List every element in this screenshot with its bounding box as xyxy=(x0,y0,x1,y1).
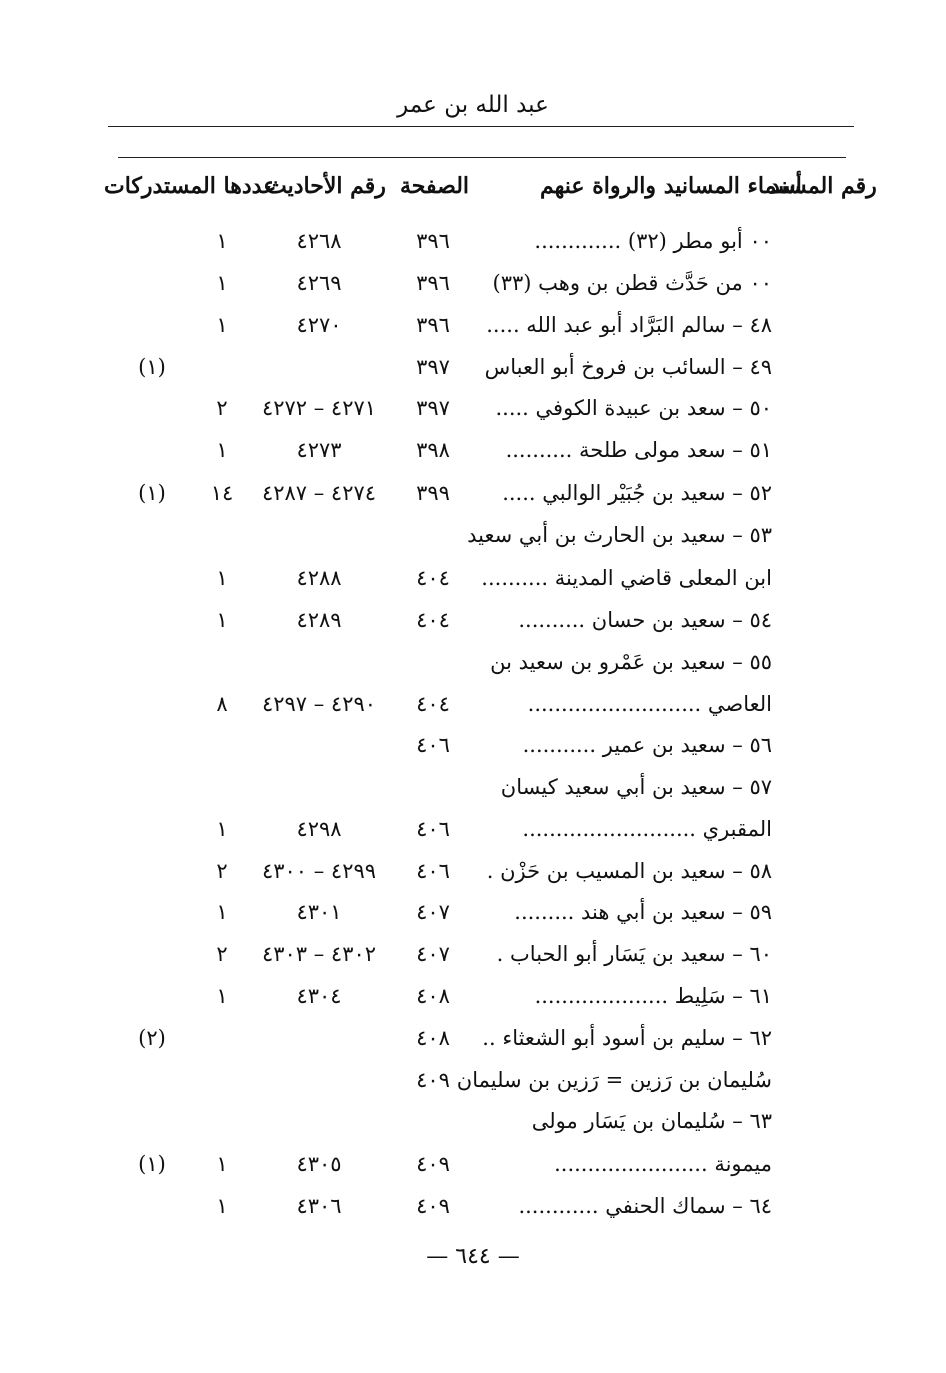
header-page: الصفحة xyxy=(400,173,470,199)
entry-name: ٥٥ – سعيد بن عَمْرو بن سعيد بن xyxy=(490,650,772,674)
entry-hadith-numbers: ٤٢٧٣ xyxy=(296,438,342,462)
entry-name: ٥٨ – سعيد بن المسيب بن حَزْن . xyxy=(486,859,772,883)
entry-name: ٥٧ – سعيد بن أبي سعيد كيسان xyxy=(500,775,772,799)
table-row xyxy=(104,725,772,765)
entry-page: ٣٩٩ xyxy=(416,481,450,505)
table-row xyxy=(104,934,772,974)
entry-hadith-numbers: ٤٣٠١ xyxy=(296,900,342,924)
entry-hadith-numbers: ٤٢٩٨ xyxy=(296,817,342,841)
table-row xyxy=(104,892,772,932)
entry-name: ٥٢ – سعيد بن جُبَيْر الوالبي ..... xyxy=(502,481,772,505)
entry-page: ٣٩٦ xyxy=(416,271,450,295)
header-rule xyxy=(108,126,854,127)
table-row xyxy=(104,767,772,807)
entry-hadith-numbers: ٤٢٦٨ xyxy=(296,229,342,253)
entry-hadith-numbers: ٤٢٧٠ xyxy=(296,313,342,337)
entry-count: ٢ xyxy=(216,942,228,966)
entry-name: ٥٤ – سعيد بن حسان .......... xyxy=(518,608,772,632)
table-row xyxy=(104,684,772,724)
entry-hadith-numbers: ٤٣٠٤ xyxy=(296,984,342,1008)
table-row xyxy=(104,430,772,470)
header-hadith-numbers: رقم الأحاديث xyxy=(266,173,386,199)
entry-name: سُليمان بن رَزين = رَزين بن سليمان xyxy=(456,1068,772,1092)
header-musnad-number: رقم المسند xyxy=(770,173,877,199)
entry-name: ٠٠ أبو مطر (٣٢) ............. xyxy=(534,229,772,253)
entry-name: ٦١ – سَلِيط .................... xyxy=(534,984,772,1008)
table-row xyxy=(104,809,772,849)
table-top-rule xyxy=(118,157,846,158)
entry-name: ٤٩ – السائب بن فروخ أبو العباس xyxy=(484,355,772,379)
entry-hadith-numbers: ٤٢٨٨ xyxy=(296,566,342,590)
entry-name: ٦٢ – سليم بن أسود أبو الشعثاء .. xyxy=(482,1026,772,1050)
entry-page: ٤٠٦ xyxy=(416,859,450,883)
table-row xyxy=(104,221,772,261)
table-row xyxy=(104,851,772,891)
entry-count: ١ xyxy=(216,984,228,1008)
entry-hadith-numbers: ٤٢٦٩ xyxy=(296,271,342,295)
entry-name: ابن المعلى قاضي المدينة .......... xyxy=(481,566,772,590)
entry-page: ٤٠٧ xyxy=(416,900,450,924)
entry-mustadrakat: (١) xyxy=(138,355,166,379)
entry-page: ٤٠٩ xyxy=(416,1152,450,1176)
table-row xyxy=(104,263,772,303)
entry-name: العاصي .......................... xyxy=(527,692,772,716)
entry-name: ميمونة ....................... xyxy=(554,1152,772,1176)
table-row xyxy=(104,388,772,428)
entry-count: ١ xyxy=(216,1194,228,1218)
entry-name: المقبري .......................... xyxy=(522,817,772,841)
entry-count: ١ xyxy=(216,817,228,841)
entry-page: ٣٩٨ xyxy=(416,438,450,462)
entry-mustadrakat: (١) xyxy=(138,481,166,505)
header-count-mustadrakat xyxy=(104,173,277,199)
entry-hadith-numbers: ٤٢٩٠ – ٤٢٩٧ xyxy=(261,692,377,716)
table-row xyxy=(104,1144,772,1184)
entry-name: ٥٩ – سعيد بن أبي هند ......... xyxy=(514,900,772,924)
entry-page: ٤٠٦ xyxy=(416,733,450,757)
table-row xyxy=(104,642,772,682)
table-row xyxy=(104,1018,772,1058)
entry-name: ٦٣ – سُليمان بن يَسَار مولى xyxy=(531,1109,772,1133)
entry-page: ٤٠٩ xyxy=(416,1194,450,1218)
entry-page: ٤٠٨ xyxy=(416,1026,450,1050)
entry-hadith-numbers: ٤٢٧٤ – ٤٢٨٧ xyxy=(261,481,377,505)
entry-count: ١ xyxy=(216,229,228,253)
entry-page: ٤٠٧ xyxy=(416,942,450,966)
entry-page: ٣٩٧ xyxy=(416,355,450,379)
entry-count: ١ xyxy=(216,271,228,295)
entry-count: ٨ xyxy=(216,692,228,716)
entry-hadith-numbers: ٤٣٠٦ xyxy=(296,1194,342,1218)
table-row xyxy=(104,1101,772,1141)
entry-count: ١ xyxy=(216,566,228,590)
entry-page: ٤٠٨ xyxy=(416,984,450,1008)
entry-name: ٤٨ – سالم البَرَّاد أبو عبد الله ..... xyxy=(486,313,772,337)
entry-page: ٣٩٧ xyxy=(416,396,450,420)
entry-count: ٢ xyxy=(216,396,228,420)
entry-count: ١ xyxy=(216,1152,228,1176)
table-row xyxy=(104,600,772,640)
entry-name: ٥٣ – سعيد بن الحارث بن أبي سعيد xyxy=(467,523,772,547)
table-row xyxy=(104,473,772,513)
entry-hadith-numbers: ٤٣٠٥ xyxy=(296,1152,342,1176)
entry-name: ٥٠ – سعد بن عبيدة الكوفي ..... xyxy=(495,396,772,420)
entry-count: ٢ xyxy=(216,859,228,883)
entry-hadith-numbers: ٤٣٠٢ – ٤٣٠٣ xyxy=(261,942,377,966)
table-row xyxy=(104,305,772,345)
entry-count: ١ xyxy=(216,313,228,337)
table-row xyxy=(104,515,772,555)
entry-name: ٥٦ – سعيد بن عمير ........... xyxy=(522,733,772,757)
entry-hadith-numbers: ٤٢٨٩ xyxy=(296,608,342,632)
entry-page: ٤٠٩ xyxy=(416,1068,450,1092)
entry-count: ١ xyxy=(216,438,228,462)
entry-name: ٦٠ – سعيد بن يَسَار أبو الحباب . xyxy=(496,942,772,966)
entry-name: ٥١ – سعد مولى طلحة .......... xyxy=(505,438,772,462)
header-mustadrakat: المستدركات xyxy=(104,173,216,199)
entry-count: ١ xyxy=(216,900,228,924)
entry-mustadrakat: (٢) xyxy=(138,1026,166,1050)
entry-hadith-numbers: ٤٢٩٩ – ٤٣٠٠ xyxy=(261,859,377,883)
page-number: — ٦٤٤ — xyxy=(426,1244,520,1269)
entry-page: ٤٠٤ xyxy=(416,692,450,716)
table-row xyxy=(104,558,772,598)
table-row xyxy=(104,347,772,387)
entry-name: ٠٠ من حَدَّث قطن بن وهب (٣٣) xyxy=(492,271,772,295)
running-head: عبد الله بن عمر xyxy=(397,92,549,118)
entry-count: ١٤ xyxy=(210,481,234,505)
header-names: أسماء المسانيد والرواة عنهم xyxy=(540,173,802,199)
entry-hadith-numbers: ٤٢٧١ – ٤٢٧٢ xyxy=(261,396,377,420)
header-count: عددها xyxy=(223,173,277,199)
entry-count: ١ xyxy=(216,608,228,632)
table-row xyxy=(104,976,772,1016)
entry-page: ٣٩٦ xyxy=(416,313,450,337)
entry-page: ٤٠٤ xyxy=(416,608,450,632)
table-row xyxy=(104,1060,772,1100)
entry-mustadrakat: (١) xyxy=(138,1152,166,1176)
entry-page: ٣٩٦ xyxy=(416,229,450,253)
entry-page: ٤٠٦ xyxy=(416,817,450,841)
entry-name: ٦٤ – سماك الحنفي ............ xyxy=(518,1194,772,1218)
table-row xyxy=(104,1186,772,1226)
entry-page: ٤٠٤ xyxy=(416,566,450,590)
